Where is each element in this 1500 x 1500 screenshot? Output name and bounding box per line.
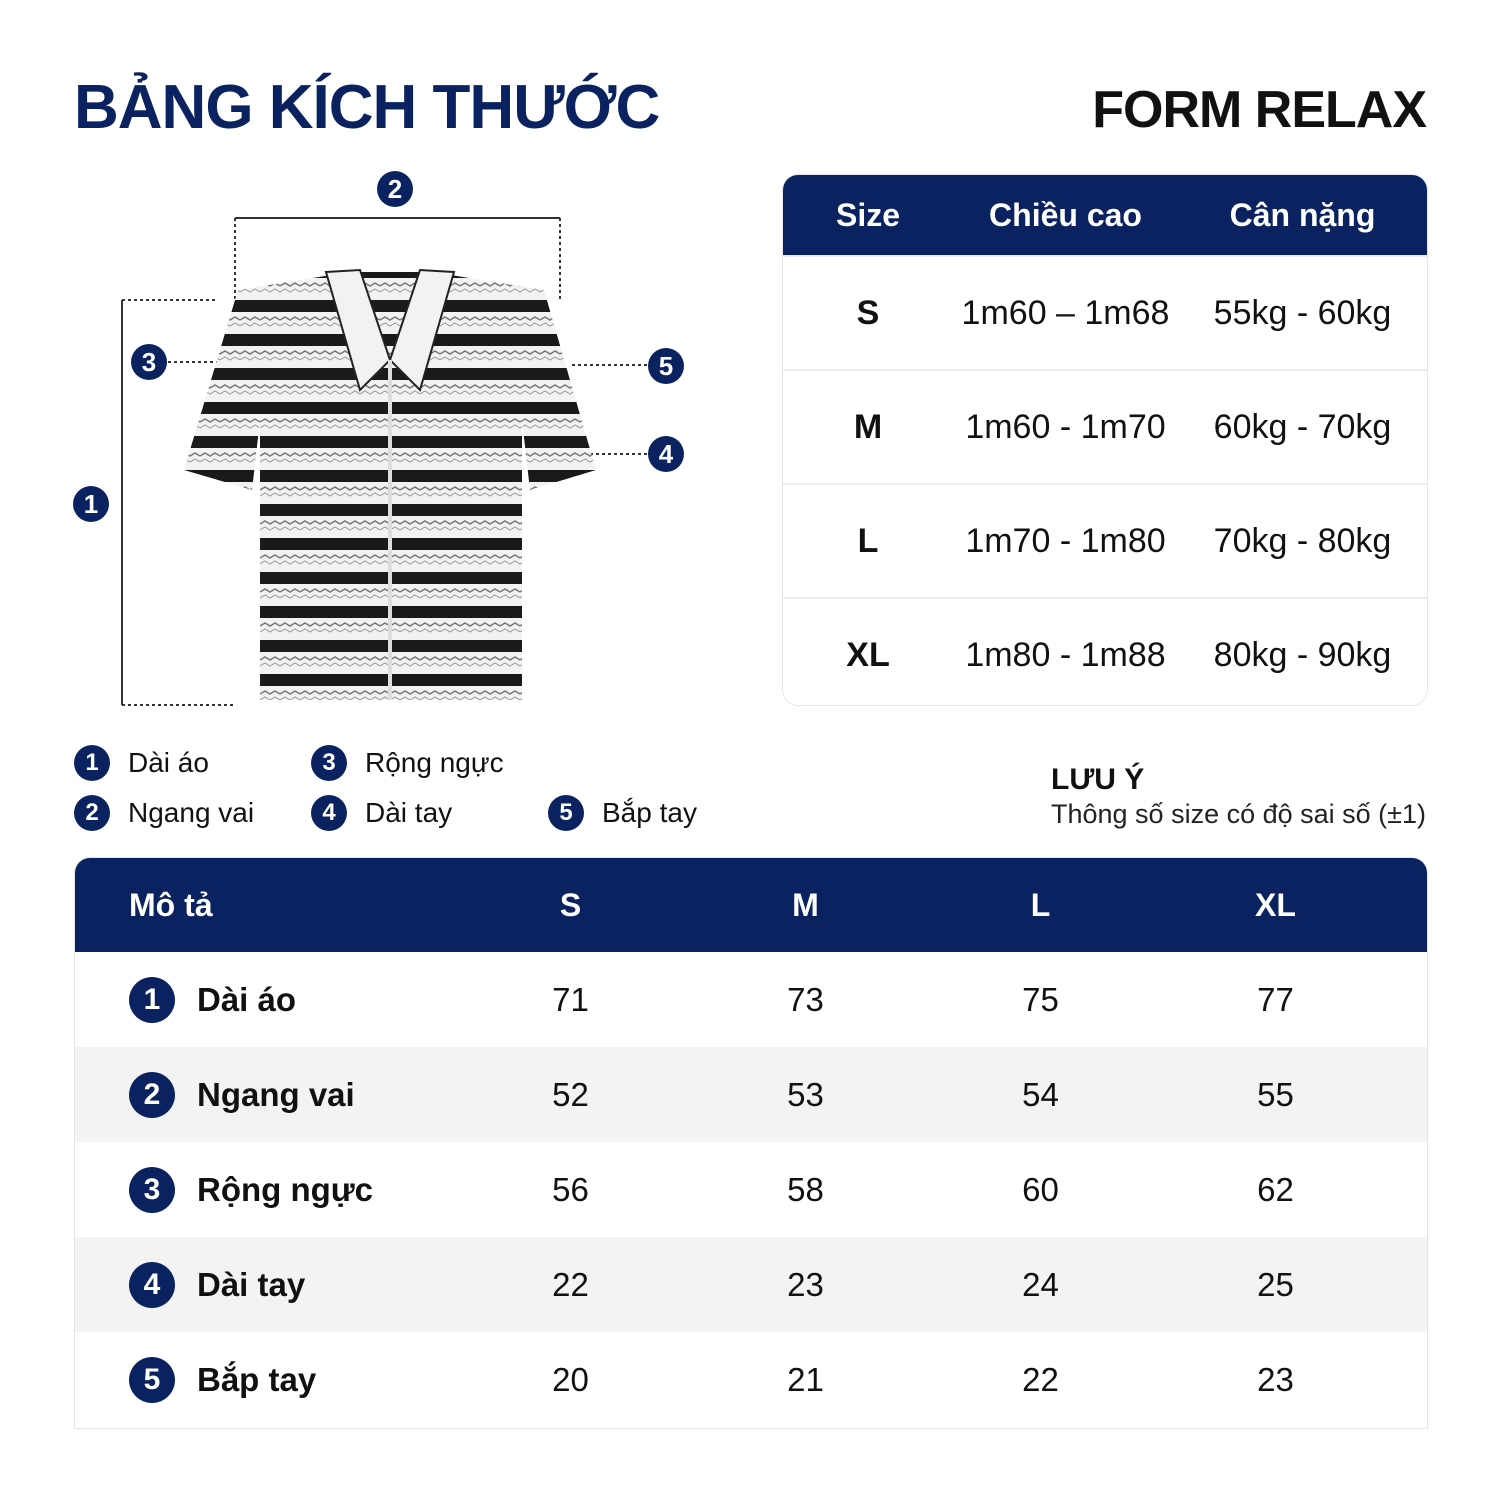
- number-4-icon: 4: [129, 1262, 175, 1308]
- marker-2-icon: 2: [377, 171, 413, 207]
- legend-label: Rộng ngực: [365, 747, 504, 778]
- value-cell: 53: [787, 1075, 824, 1113]
- height-cell: 1m60 – 1m68: [961, 293, 1170, 332]
- value-cell: 24: [1022, 1265, 1059, 1303]
- header-weight: Cân nặng: [1229, 196, 1376, 233]
- size-chart: [782, 174, 1428, 706]
- legend-label: Bắp tay: [602, 797, 697, 828]
- value-cell: 54: [1022, 1075, 1059, 1113]
- number-5-icon: 5: [548, 795, 584, 831]
- legend-label: Ngang vai: [128, 797, 255, 828]
- legend-item: [548, 795, 697, 831]
- height-cell: 1m80 - 1m88: [965, 635, 1166, 674]
- value-cell: 58: [787, 1170, 824, 1208]
- size-chart-header: [783, 175, 1427, 255]
- row-label: Dài áo: [197, 980, 297, 1018]
- value-cell: 25: [1257, 1265, 1294, 1303]
- measurement-legend: [74, 745, 774, 845]
- number-5-icon: 5: [129, 1357, 175, 1403]
- weight-cell: 60kg - 70kg: [1213, 407, 1392, 446]
- number-2-icon: 2: [74, 795, 110, 831]
- number-1-icon: 1: [129, 977, 175, 1023]
- row-description: [75, 1262, 453, 1308]
- size-cell: M: [853, 407, 883, 446]
- row-label: Bắp tay: [197, 1360, 317, 1398]
- note-text: Thông số size có độ sai số (±1): [1051, 799, 1426, 829]
- value-cell: 20: [552, 1360, 589, 1398]
- legend-label: Dài áo: [128, 747, 209, 778]
- size-row-m: [783, 369, 1427, 483]
- marker-3-icon: 3: [131, 344, 167, 380]
- legend-item: [311, 745, 504, 781]
- page-title: BẢNG KÍCH THƯỚC: [74, 73, 660, 142]
- table-row: [75, 1237, 1427, 1332]
- size-cell: S: [856, 293, 880, 332]
- legend-item: [311, 795, 452, 831]
- legend-item: [74, 795, 254, 831]
- header-s: S: [559, 886, 582, 923]
- marker-1-icon: 1: [73, 486, 109, 522]
- header-xl: XL: [1255, 886, 1296, 923]
- legend-item: [74, 745, 209, 781]
- number-2-icon: 2: [129, 1072, 175, 1118]
- value-cell: 75: [1022, 980, 1059, 1018]
- value-cell: 77: [1257, 980, 1294, 1018]
- header-description: Mô tả: [129, 886, 213, 923]
- number-3-icon: 3: [129, 1167, 175, 1213]
- legend-label: Dài tay: [365, 797, 453, 828]
- table-row: [75, 952, 1427, 1047]
- row-label: Ngang vai: [197, 1075, 355, 1113]
- header-m: M: [792, 886, 819, 923]
- number-3-icon: 3: [311, 745, 347, 781]
- value-cell: 21: [787, 1360, 824, 1398]
- measurement-table-header: [75, 858, 1427, 952]
- note-title: LƯU Ý: [1051, 763, 1145, 796]
- measurement-table: [74, 857, 1428, 1429]
- value-cell: 71: [552, 980, 589, 1018]
- weight-cell: 55kg - 60kg: [1213, 293, 1392, 332]
- value-cell: 73: [787, 980, 824, 1018]
- value-cell: 22: [552, 1265, 589, 1303]
- marker-4-icon: 4: [648, 436, 684, 472]
- weight-cell: 80kg - 90kg: [1213, 635, 1392, 674]
- marker-5-icon: 5: [648, 348, 684, 384]
- height-cell: 1m60 - 1m70: [965, 407, 1166, 446]
- table-row: [75, 1142, 1427, 1237]
- value-cell: 23: [787, 1265, 824, 1303]
- header-height: Chiều cao: [989, 196, 1142, 233]
- size-row-l: [783, 483, 1427, 597]
- shirt-diagram: [60, 160, 720, 720]
- row-description: [75, 1072, 453, 1118]
- table-row: [75, 1332, 1427, 1427]
- row-description: [75, 977, 453, 1023]
- table-row: [75, 1047, 1427, 1142]
- row-label: Rộng ngực: [197, 1170, 374, 1208]
- number-1-icon: 1: [74, 745, 110, 781]
- header-size: Size: [835, 196, 901, 233]
- value-cell: 62: [1257, 1170, 1294, 1208]
- value-cell: 55: [1257, 1075, 1294, 1113]
- size-cell: XL: [846, 635, 890, 674]
- row-label: Dài tay: [197, 1265, 306, 1303]
- row-description: [75, 1357, 453, 1403]
- value-cell: 56: [552, 1170, 589, 1208]
- size-row-xl: [783, 597, 1427, 706]
- header-l: L: [1030, 886, 1051, 923]
- value-cell: 22: [1022, 1360, 1059, 1398]
- number-4-icon: 4: [311, 795, 347, 831]
- value-cell: 23: [1257, 1360, 1294, 1398]
- value-cell: 52: [552, 1075, 589, 1113]
- form-label: FORM RELAX: [1092, 81, 1426, 139]
- row-description: [75, 1167, 453, 1213]
- value-cell: 60: [1022, 1170, 1059, 1208]
- shirt-illustration: [60, 160, 720, 720]
- height-cell: 1m70 - 1m80: [965, 521, 1166, 560]
- weight-cell: 70kg - 80kg: [1213, 521, 1392, 560]
- size-cell: L: [857, 521, 879, 560]
- size-row-s: [783, 255, 1427, 369]
- note: [1051, 763, 1426, 830]
